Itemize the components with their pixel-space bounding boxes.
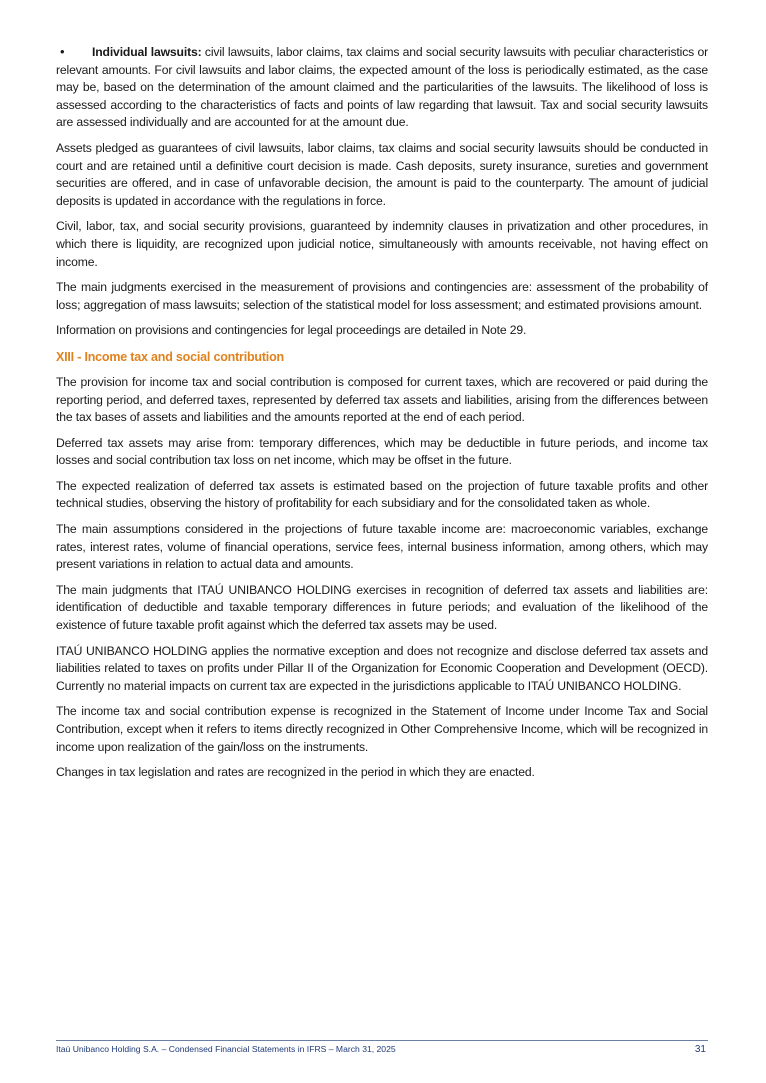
paragraph: ITAÚ UNIBANCO HOLDING applies the normative exception and does not recognize and disclose deferred tax assets and liabilities related to taxes on profits under Pillar II of the Organization for Economic Cooperation and Development (OECD). Currently no material impacts on current tax are expected in the jurisdictions applicable to ITAÚ UNIBANCO HOLDING. bbox=[56, 643, 708, 693]
paragraph: The provision for income tax and social contribution is composed for current taxes, which are recovered or paid during the reporting period, and deferred taxes, represented by deferred tax assets and liabilities, arising from the differences between the tax bases of assets and liabilities and the amounts reported at the end of each period. bbox=[56, 374, 708, 425]
paragraph: The main judgments that ITAÚ UNIBANCO HOLDING exercises in recognition of deferred tax assets and liabilities are: identification of deductible and taxable temporary differences in future periods; and evaluation of the likelihood of the existence of future taxable profit against which the deferred tax assets may be used. bbox=[56, 582, 708, 633]
paragraph: Assets pledged as guarantees of civil lawsuits, labor claims, tax claims and social security lawsuits should be conducted in court and are retained until a definitive court decision is made. Cash deposits, surety insurance, sureties and government securities are offered, and in case of unfavorable decision, the amount is paid to the counterparty. The amount of judicial deposits is updated in accordance with the regulations in force. bbox=[56, 140, 708, 208]
bullet-item-individual-lawsuits bbox=[56, 43, 708, 132]
paragraph: Deferred tax assets may arise from: temporary differences, which may be deductible in future periods, and income tax losses and social contribution tax loss on net income, which may be offset in the future. bbox=[56, 435, 708, 468]
paragraph: Civil, labor, tax, and social security provisions, guaranteed by indemnity clauses in privatization and other procedures, in which there is liquidity, are recognized upon judicial notice, simultaneously with amounts receivable, not having effect on income. bbox=[56, 219, 708, 269]
bullet-text: civil lawsuits, labor claims, tax claims and social security lawsuits with peculiar characteristics or relevant amounts. For civil lawsuits and labor claims, the expected amount of the loss is periodically estimated, as the case may be, based on the determination of the amount claimed and the particularities of the lawsuits. The likelihood of loss is assessed according to the characteristics of facts and points of law regarding that lawsuit. Tax and social security lawsuits are assessed individually and are accounted for at the amount due. bbox=[56, 45, 708, 130]
bullet-icon: • bbox=[60, 44, 65, 59]
paragraph: The expected realization of deferred tax assets is estimated based on the projection of future taxable profits and other technical studies, observing the history of profitability for each subsidiary and for the consolidated taken as whole. bbox=[56, 478, 708, 511]
page-footer bbox=[56, 1040, 708, 1055]
document-page bbox=[56, 43, 708, 790]
footer-text: Itaú Unibanco Holding S.A. – Condensed Financial Statements in IFRS – March 31, 2025 bbox=[56, 1044, 396, 1054]
bullet-lead: Individual lawsuits: bbox=[92, 45, 202, 59]
paragraph: The main assumptions considered in the projections of future taxable income are: macroeconomic variables, exchange rates, interest rates, volume of financial operations, service fees, internal business information, among others, which may present variations in relation to actual data and amounts. bbox=[56, 522, 708, 572]
paragraph: Changes in tax legislation and rates are recognized in the period in which they are enacted. bbox=[56, 765, 535, 780]
paragraph: The income tax and social contribution expense is recognized in the Statement of Income under Income Tax and Social Contribution, except when it refers to items directly recognized in Other Comprehensive Income, which will be recognized in income upon realization of the gain/loss on the instruments. bbox=[56, 704, 708, 754]
paragraph: The main judgments exercised in the measurement of provisions and contingencies are: assessment of the probability of loss; aggregation of mass lawsuits; selection of the statistical model for loss assessment; and estimated provisions amount. bbox=[56, 280, 708, 312]
section-heading: XIII - Income tax and social contribution bbox=[56, 349, 284, 364]
paragraph: Information on provisions and contingencies for legal proceedings are detailed in Note 29. bbox=[56, 323, 527, 338]
page-number: 31 bbox=[694, 1044, 706, 1055]
